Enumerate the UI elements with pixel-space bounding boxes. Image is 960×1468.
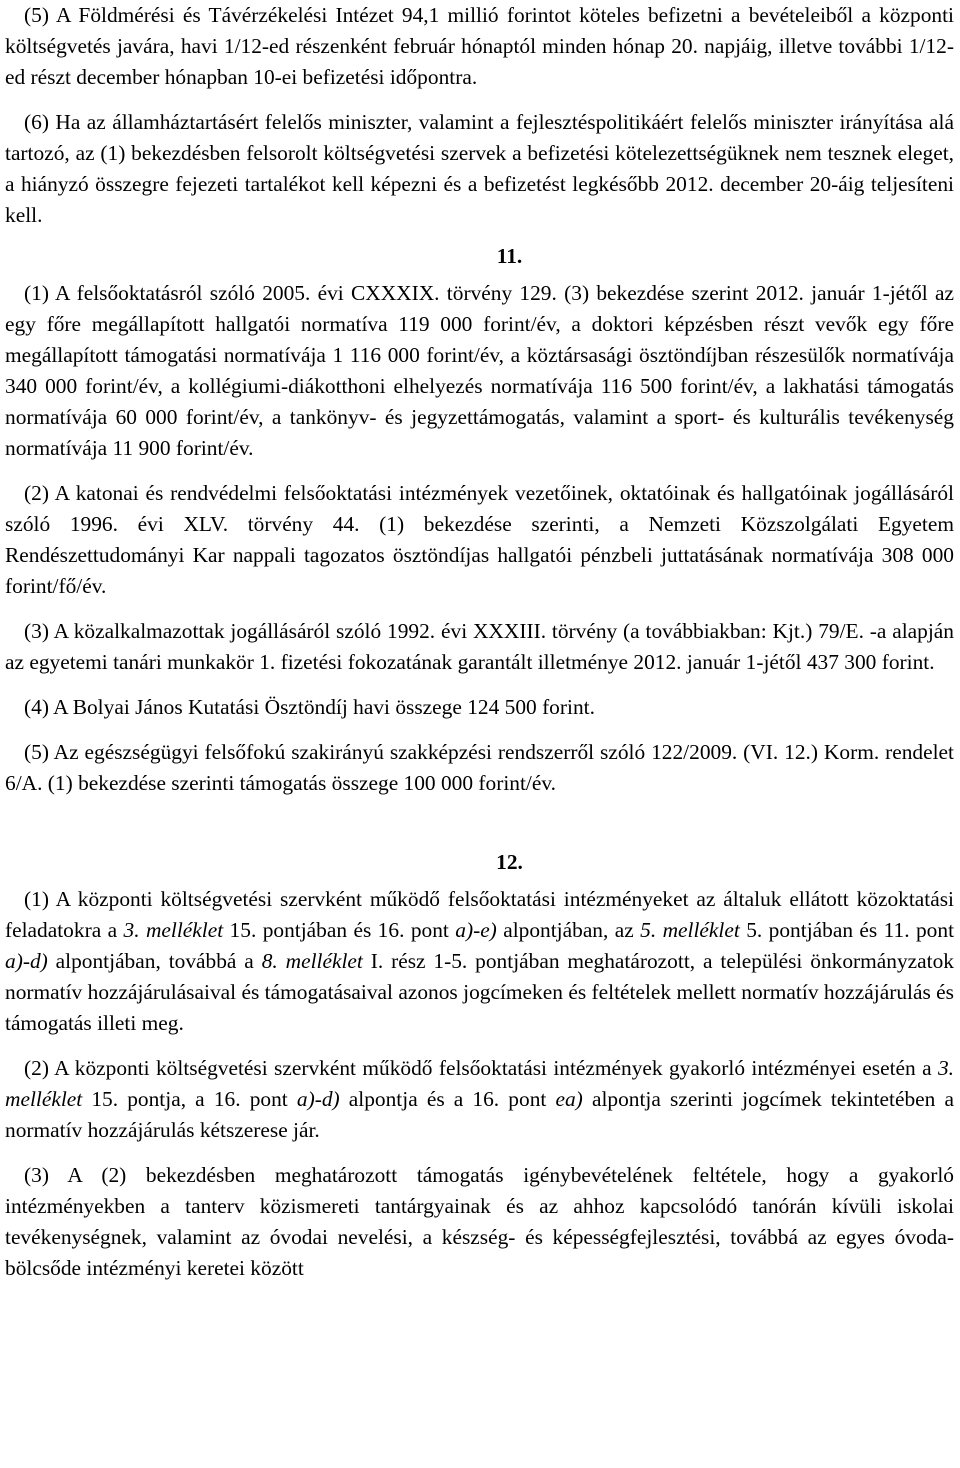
text-run: (5) Az egészségügyi felsőfokú szakirányú szakképzési rendszerről szóló 122/2009. (VI. 12.) Korm. rendelet 6/A. (1) bekezdése szerinti támogatás összege 100 000 forint/év. <box>5 740 954 795</box>
section-number: 12. <box>496 850 523 874</box>
text-run: (1) A központi költségvetési szervként működő felsőoktatási intézményeket az általuk ellátott közoktatási feladatokra a <box>5 887 954 942</box>
reference-text: 3. melléklet <box>5 1056 954 1111</box>
paragraph <box>5 278 954 464</box>
paragraph <box>5 1160 954 1284</box>
text-run: 15. pontja, a 16. pont <box>82 1087 297 1111</box>
text-run: alpontja és a 16. pont <box>339 1087 556 1111</box>
paragraph <box>5 0 954 93</box>
text-run: (2) A központi költségvetési szervként működő felsőoktatási intézmények gyakorló intézményei esetén a <box>24 1056 938 1080</box>
text-run: alpontjában, továbbá a <box>47 949 262 973</box>
text-run: (6) Ha az államháztartásért felelős miniszter, valamint a fejlesztéspolitikáért felelős miniszter irányítása alá tartozó, az (1) bekezdésben felsorolt költségvetési szervek a befizetési kötelezettségüknek nem tesznek eleget, a hiányzó összegre fejezeti tartalékot kell képezni és a befizetést legkésőbb 2012. december 20-áig teljesíteni kell. <box>5 110 954 227</box>
reference-text: a)-d) <box>5 949 48 973</box>
paragraph <box>5 478 954 602</box>
section-number: 11. <box>496 244 523 268</box>
reference-text: ea) <box>555 1087 583 1111</box>
text-run: 5. pontjában és 11. pont <box>739 918 955 942</box>
document-page <box>5 0 954 1284</box>
reference-text: 3. melléklet <box>123 918 224 942</box>
text-run: 15. pontjában és 16. pont <box>223 918 456 942</box>
section-heading <box>5 241 954 272</box>
paragraph <box>5 884 954 1039</box>
text-run: (4) A Bolyai János Kutatási Ösztöndíj havi összege 124 500 forint. <box>24 695 595 719</box>
text-run: (3) A közalkalmazottak jogállásáról szóló 1992. évi XXXIII. törvény (a továbbiakban: Kjt.) 79/E. -a alapján az egyetemi tanári munkakör 1. fizetési fokozatának garantált illetménye 2012. január 1-jétől 437 300 forint. <box>5 619 954 674</box>
text-run: (1) A felsőoktatásról szóló 2005. évi CXXXIX. törvény 129. (3) bekezdése szerint 2012. január 1-jétől az egy főre megállapított hallgatói normatíva 119 000 forint/év, a doktori képzésben részt vevők egy főre megállapított támogatási normatívája 1 116 000 forint/év, a köztársasági ösztöndíjban részesülők normatívája 340 000 forint/év, a kollégiumi-diákotthoni elhelyezés normatívája 116 500 forint/év, a lakhatási támogatás normatívája 60 000 forint/év, a tankönyv- és jegyzettámogatás, valamint a sport- és kulturális tevékenység normatívája 11 900 forint/év. <box>5 281 954 460</box>
text-run: (5) A Földmérési és Távérzékelési Intézet 94,1 millió forintot köteles befizetni a bevételeiből a központi költségvetés javára, havi 1/12-ed részenként február hónaptól minden hónap 20. napjáig, illetve további 1/12-ed részt december hónapban 10-ei befizetési időpontra. <box>5 3 954 89</box>
paragraph <box>5 616 954 678</box>
reference-text: a)-e) <box>455 918 497 942</box>
reference-text: 5. melléklet <box>640 918 740 942</box>
paragraph <box>5 737 954 799</box>
text-run: I. rész 1-5. pontjában meghatározott, a települési önkormányzatok normatív hozzájárulásaival és támogatásaival azonos jogcímeken és feltételek mellett normatív hozzájárulás és támogatás illeti meg. <box>5 949 955 1035</box>
paragraph <box>5 1053 954 1146</box>
paragraph <box>5 692 954 723</box>
paragraph <box>5 107 954 231</box>
text-run: alpontjában, az <box>496 918 641 942</box>
reference-text: a)-d) <box>296 1087 340 1111</box>
text-run: alpontja szerinti jogcímek tekintetében a normatív hozzájárulás kétszerese jár. <box>5 1087 955 1142</box>
reference-text: 8. melléklet <box>261 949 363 973</box>
text-run: (3) A (2) bekezdésben meghatározott támogatás igénybevételének feltétele, hogy a gyakorló intézményekben a tanterv közismereti tantárgyainak és az ahhoz kapcsolódó tanórán kívüli iskolai tevékenységnek, valamint az óvodai nevelési, a készség- és képességfejlesztési, továbbá az egyes óvoda-bölcsőde intézményi keretei között <box>5 1163 954 1280</box>
text-run: (2) A katonai és rendvédelmi felsőoktatási intézmények vezetőinek, oktatóinak és hallgatóinak jogállásáról szóló 1996. évi XLV. törvény 44. (1) bekezdése szerinti, a Nemzeti Közszolgálati Egyetem Rendészettudományi Kar nappali tagozatos ösztöndíjas hallgatói pénzbeli juttatásának normatívája 308 000 forint/fő/év. <box>5 481 954 598</box>
section-heading <box>5 847 954 878</box>
